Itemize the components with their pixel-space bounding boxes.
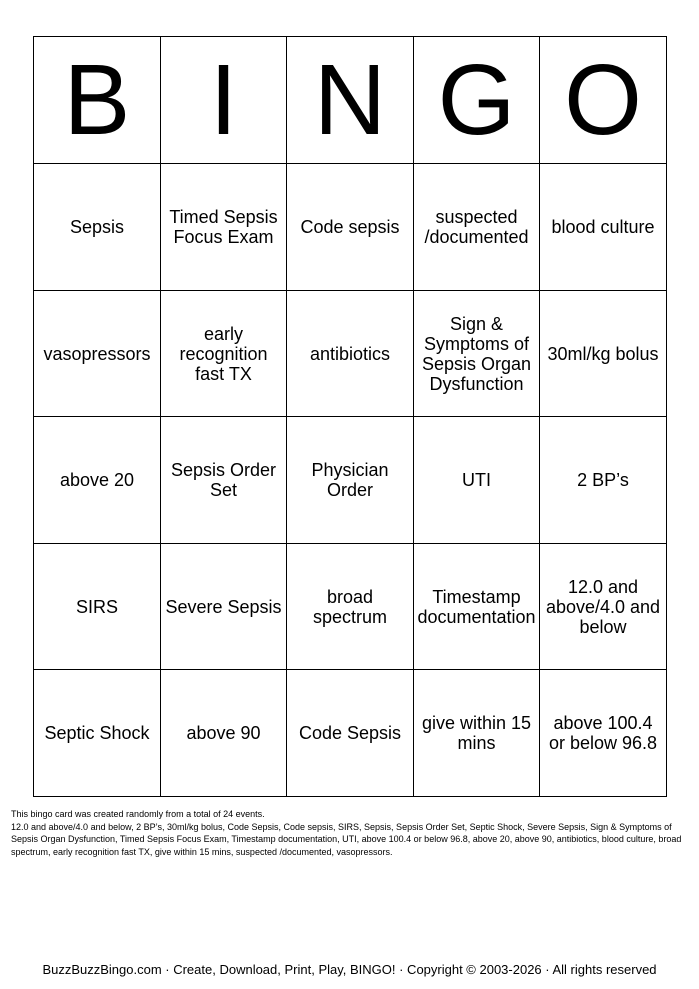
header-letter-g: G — [414, 37, 540, 164]
bingo-cell: early recognition fast TX — [161, 291, 287, 417]
bingo-cell: suspected /documented — [414, 164, 540, 291]
card-info — [11, 808, 689, 858]
bingo-cell: Sign & Symptoms of Sepsis Organ Dysfunction — [414, 291, 540, 417]
bingo-cell: SIRS — [34, 544, 161, 670]
bingo-cell: blood culture — [540, 164, 667, 291]
card-info-events: 12.0 and above/4.0 and below, 2 BP’s, 30ml/kg bolus, Code Sepsis, Code sepsis, SIRS, Sepsis, Sepsis Order Set, Septic Shock, Severe Sepsis, Sign & Symptoms of Sepsis Organ Dysfunction, Timed Sepsis Focus Exam, Timestamp documentation, UTI, above 100.4 or below 96.8, above 20, above 90, antibiotics, blood culture, broad spectrum, early recognition fast TX, give within 15 mins, suspected /documented, vasopressors. — [11, 821, 682, 857]
bingo-cell: vasopressors — [34, 291, 161, 417]
bingo-cell: above 20 — [34, 417, 161, 544]
header-letter-n: N — [287, 37, 414, 164]
card-row — [34, 291, 667, 417]
bingo-cell: UTI — [414, 417, 540, 544]
card-row — [34, 670, 667, 797]
bingo-cell: Timestamp documentation — [414, 544, 540, 670]
bingo-cell: above 90 — [161, 670, 287, 797]
bingo-cell: broad spectrum — [287, 544, 414, 670]
footer-text: BuzzBuzzBingo.com · Create, Download, Print, Play, BINGO! · Copyright © 2003-2026 · All rights reserved — [42, 962, 657, 977]
header-letter-o: O — [540, 37, 667, 164]
bingo-card — [33, 36, 667, 797]
card-row — [34, 164, 667, 291]
bingo-cell: Sepsis Order Set — [161, 417, 287, 544]
bingo-cell: Sepsis — [34, 164, 161, 291]
header-row — [34, 37, 667, 164]
bingo-cell: antibiotics — [287, 291, 414, 417]
card-row — [34, 544, 667, 670]
bingo-cell: Severe Sepsis — [161, 544, 287, 670]
bingo-cell: Code sepsis — [287, 164, 414, 291]
bingo-cell: Code Sepsis — [287, 670, 414, 797]
card-row — [34, 417, 667, 544]
bingo-cell: 2 BP’s — [540, 417, 667, 544]
bingo-cell: Septic Shock — [34, 670, 161, 797]
card-info-intro: This bingo card was created randomly from a total of 24 events. — [11, 809, 265, 819]
header-letter-b: B — [34, 37, 161, 164]
header-letter-i: I — [161, 37, 287, 164]
bingo-cell: give within 15 mins — [414, 670, 540, 797]
bingo-cell: 12.0 and above/4.0 and below — [540, 544, 667, 670]
bingo-cell: Timed Sepsis Focus Exam — [161, 164, 287, 291]
bingo-cell: above 100.4 or below 96.8 — [540, 670, 667, 797]
bingo-cell: Physician Order — [287, 417, 414, 544]
bingo-cell: 30ml/kg bolus — [540, 291, 667, 417]
